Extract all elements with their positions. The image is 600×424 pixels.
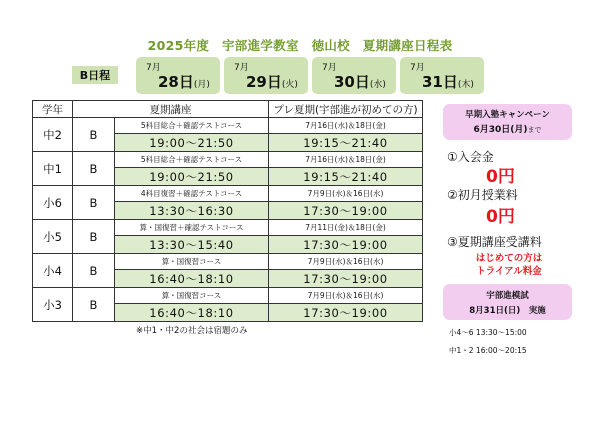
benefit-entry-fee: ①入会金 bbox=[447, 150, 494, 164]
benefit-first-month: ②初月授業料 bbox=[447, 188, 518, 202]
class-cell: B bbox=[73, 186, 115, 220]
campaign-title: 早期入塾キャンペーン bbox=[465, 110, 550, 120]
pre-date-cell: 7月16日(水)＆18日(金) bbox=[269, 118, 423, 134]
header-pre: プレ夏期(宇部進が初めての方) bbox=[269, 101, 423, 118]
pre-date-cell: 7月11日(金)＆18日(金) bbox=[269, 220, 423, 236]
time-cell: 13:30～15:40 bbox=[115, 236, 269, 254]
pre-time-cell: 17:30～19:00 bbox=[269, 270, 423, 288]
mock-exam-time-junior: 中1・2 16:00～20:15 bbox=[449, 346, 527, 355]
time-cell: 19:00～21:50 bbox=[115, 168, 269, 186]
date-box bbox=[224, 57, 308, 94]
time-cell: 13:30～16:30 bbox=[115, 202, 269, 220]
pre-time-cell: 19:15～21:40 bbox=[269, 134, 423, 152]
mock-exam-time-elementary: 小4～6 13:30～15:00 bbox=[449, 328, 527, 337]
pre-time-cell: 17:30～19:00 bbox=[269, 236, 423, 254]
pre-time-cell: 19:15～21:40 bbox=[269, 168, 423, 186]
grade-cell: 小6 bbox=[33, 186, 73, 220]
page-title: 2025年度 宇部進学教室 徳山校 夏期講座日程表 bbox=[147, 38, 453, 53]
pre-date-cell: 7月9日(水)＆16日(水) bbox=[269, 288, 423, 304]
grade-cell: 小3 bbox=[33, 288, 73, 322]
grade-cell: 中1 bbox=[33, 152, 73, 186]
class-cell: B bbox=[73, 288, 115, 322]
table-row bbox=[33, 186, 423, 202]
date-box bbox=[312, 57, 396, 94]
pre-date-cell: 7月9日(水)＆16日(水) bbox=[269, 254, 423, 270]
class-cell: B bbox=[73, 220, 115, 254]
pre-date-cell: 7月9日(水)＆16日(水) bbox=[269, 186, 423, 202]
time-cell: 16:40～18:10 bbox=[115, 304, 269, 322]
course-cell: 算・国復習コース bbox=[115, 254, 269, 270]
course-cell: 4科目復習＋確認テストコース bbox=[115, 186, 269, 202]
course-cell: 算・国復習コース bbox=[115, 288, 269, 304]
benefit-summer-fee: ③夏期講座受講料 bbox=[447, 235, 542, 249]
table-row bbox=[33, 152, 423, 168]
trial-note-2: トライアル料金 bbox=[476, 266, 542, 277]
class-cell: B bbox=[73, 118, 115, 152]
date-month: 7月 bbox=[322, 63, 337, 73]
campaign-deadline: 6月30日(月)まで bbox=[473, 125, 542, 135]
course-cell: 5科目総合＋確認テストコース bbox=[115, 118, 269, 134]
grade-cell: 小4 bbox=[33, 254, 73, 288]
benefit-entry-fee-value: 0円 bbox=[486, 167, 515, 187]
mock-exam-title: 宇部進模試 bbox=[486, 291, 529, 301]
header-grade: 学年 bbox=[33, 101, 73, 118]
date-day: 29日(火) bbox=[246, 73, 298, 91]
table-row bbox=[33, 254, 423, 270]
class-cell: B bbox=[73, 152, 115, 186]
footnote: ※中1・中2の社会は宿題のみ bbox=[136, 326, 248, 336]
date-month: 7月 bbox=[234, 63, 249, 73]
time-cell: 19:00～21:50 bbox=[115, 134, 269, 152]
table-row bbox=[33, 220, 423, 236]
schedule-label: B日程 bbox=[72, 66, 118, 84]
course-cell: 5科目総合＋確認テストコース bbox=[115, 152, 269, 168]
date-day: 28日(月) bbox=[158, 73, 210, 91]
time-cell: 16:40～18:10 bbox=[115, 270, 269, 288]
grade-cell: 小5 bbox=[33, 220, 73, 254]
pre-time-cell: 17:30～19:00 bbox=[269, 202, 423, 220]
grade-cell: 中2 bbox=[33, 118, 73, 152]
date-day: 30日(水) bbox=[334, 73, 386, 91]
date-box bbox=[136, 57, 220, 94]
date-box bbox=[400, 57, 484, 94]
table-row bbox=[33, 288, 423, 304]
header-course: 夏期講座 bbox=[73, 101, 269, 118]
mock-exam-date: 8月31日(日) 実施 bbox=[469, 306, 546, 316]
date-day: 31日(木) bbox=[422, 73, 474, 91]
pre-time-cell: 17:30～19:00 bbox=[269, 304, 423, 322]
table-row bbox=[33, 118, 423, 134]
pre-date-cell: 7月16日(水)＆18日(金) bbox=[269, 152, 423, 168]
date-month: 7月 bbox=[146, 63, 161, 73]
course-cell: 算・国復習＋確認テストコース bbox=[115, 220, 269, 236]
benefit-first-month-value: 0円 bbox=[486, 207, 515, 227]
mock-exam-box bbox=[443, 284, 572, 320]
class-cell: B bbox=[73, 254, 115, 288]
date-month: 7月 bbox=[410, 63, 425, 73]
campaign-box bbox=[443, 104, 572, 140]
schedule-table bbox=[32, 100, 423, 322]
trial-note-1: はじめての方は bbox=[475, 253, 543, 264]
